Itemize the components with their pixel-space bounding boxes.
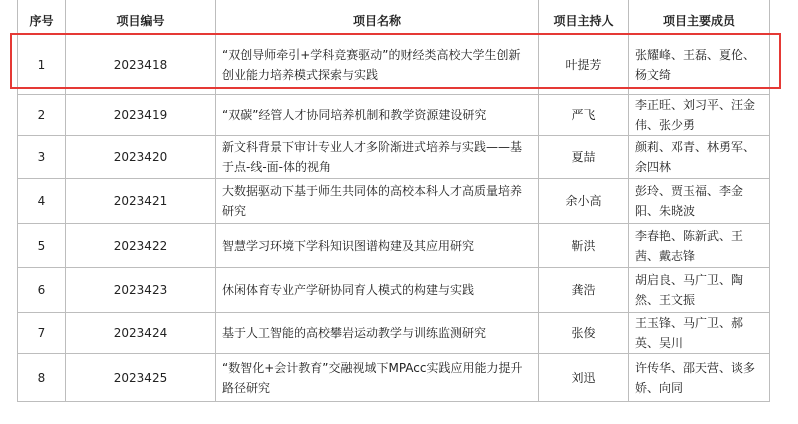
project-members: 颜莉、邓青、林勇军、余四林 [629, 136, 770, 179]
project-members: 李正旺、刘习平、汪金伟、张少勇 [629, 95, 770, 136]
header-code: 项目编号 [66, 0, 216, 35]
row-index: 1 [18, 35, 66, 95]
project-code: 2023420 [66, 136, 216, 179]
row-index: 3 [18, 136, 66, 179]
project-host: 靳洪 [539, 224, 629, 268]
table-row [18, 354, 770, 402]
row-index: 8 [18, 354, 66, 402]
project-code: 2023421 [66, 179, 216, 224]
header-name: 项目名称 [216, 0, 539, 35]
project-host: 龚浩 [539, 268, 629, 313]
project-table [17, 0, 770, 402]
project-code: 2023418 [66, 35, 216, 95]
project-code: 2023419 [66, 95, 216, 136]
row-index: 4 [18, 179, 66, 224]
row-index: 7 [18, 313, 66, 354]
table-row [18, 136, 770, 179]
project-name: 大数据驱动下基于师生共同体的高校本科人才高质量培养研究 [216, 179, 539, 224]
header-index: 序号 [18, 0, 66, 35]
table-row [18, 35, 770, 95]
project-host: 余小高 [539, 179, 629, 224]
row-index: 6 [18, 268, 66, 313]
project-code: 2023424 [66, 313, 216, 354]
table-row [18, 268, 770, 313]
project-code: 2023423 [66, 268, 216, 313]
row-index: 5 [18, 224, 66, 268]
table-row [18, 95, 770, 136]
project-members: 彭玲、贾玉福、李金阳、朱晓波 [629, 179, 770, 224]
project-name: 休闲体育专业产学研协同育人模式的构建与实践 [216, 268, 539, 313]
table-header-row [18, 0, 770, 35]
header-host: 项目主持人 [539, 0, 629, 35]
row-index: 2 [18, 95, 66, 136]
project-host: 刘迅 [539, 354, 629, 402]
project-name: 基于人工智能的高校攀岩运动教学与训练监测研究 [216, 313, 539, 354]
project-host: 叶提芳 [539, 35, 629, 95]
project-host: 严飞 [539, 95, 629, 136]
header-members: 项目主要成员 [629, 0, 770, 35]
project-name: 新文科背景下审计专业人才多阶渐进式培养与实践——基于点-线-面-体的视角 [216, 136, 539, 179]
project-name: 智慧学习环境下学科知识图谱构建及其应用研究 [216, 224, 539, 268]
project-name: “数智化+会计教育”交融视域下MPAcc实践应用能力提升路径研究 [216, 354, 539, 402]
table-row [18, 224, 770, 268]
table-row [18, 179, 770, 224]
project-members: 李春艳、陈新武、王茜、戴志锋 [629, 224, 770, 268]
project-members: 胡启良、马广卫、陶然、王文振 [629, 268, 770, 313]
project-members: 王玉锋、马广卫、郝英、吴川 [629, 313, 770, 354]
project-host: 张俊 [539, 313, 629, 354]
project-members: 许传华、邵天营、谈多娇、向同 [629, 354, 770, 402]
project-host: 夏喆 [539, 136, 629, 179]
project-code: 2023422 [66, 224, 216, 268]
project-code: 2023425 [66, 354, 216, 402]
project-members: 张耀峰、王磊、夏伦、杨文绮 [629, 35, 770, 95]
table-row [18, 313, 770, 354]
project-name: “双创导师牵引+学科竞赛驱动”的财经类高校大学生创新创业能力培养模式探索与实践 [216, 35, 539, 95]
project-name: “双碳”经管人才协同培养机制和教学资源建设研究 [216, 95, 539, 136]
